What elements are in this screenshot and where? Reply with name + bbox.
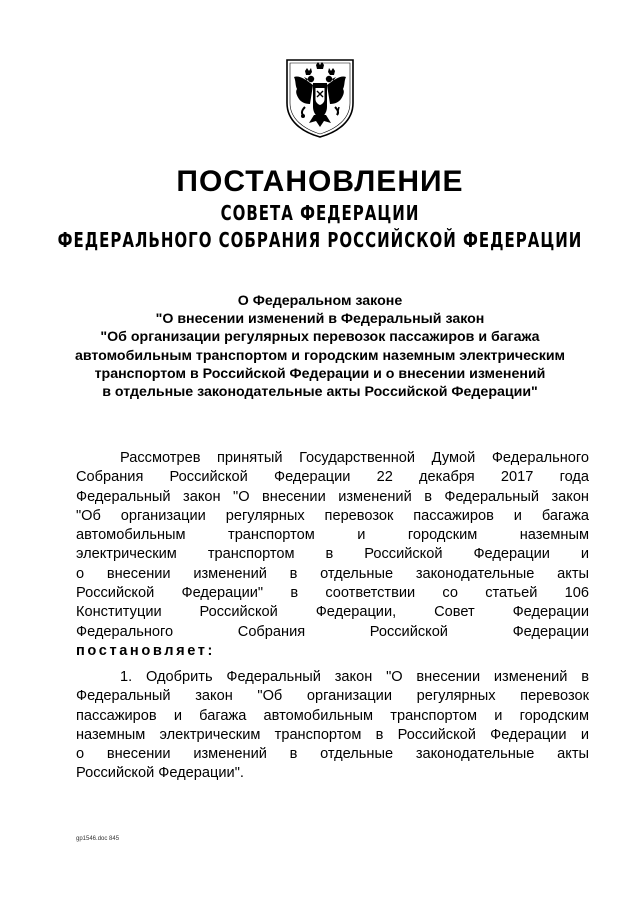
law-title-line: "О внесении изменений в Федеральный закон [155, 311, 485, 328]
paragraph-line: о внесении изменений в отдельные законодательные акты [76, 565, 589, 582]
paragraph-line: о внесении изменений в отдельные законодательные акты [76, 746, 589, 763]
paragraph-line: "Об организации регулярных перевозок пассажиров и багажа [76, 507, 589, 524]
paragraph-line: наземным электрическим транспортом в Российской Федерации и [76, 726, 589, 743]
paragraph-line: Конституции Российской Федерации, Совет Федерации [76, 604, 589, 621]
document-subtitle-line1: СОВЕТА ФЕДЕРАЦИИ [220, 200, 420, 226]
paragraph-line: Федерального Собрания Российской Федерации [76, 623, 589, 640]
paragraph-line: Российской Федерации" в соответствии со статьей 106 [76, 585, 589, 602]
paragraph-line: Собрания Российской Федерации 22 декабря 2017 года [76, 469, 589, 486]
law-title-line: О Федеральном законе [237, 293, 403, 309]
coat-of-arms-icon [283, 57, 357, 139]
law-title [60, 292, 580, 401]
paragraph-line: Федеральный закон "О внесении изменений в Федеральный закон [76, 488, 589, 505]
law-title-line: в отдельные законодательные акты Российской Федерации" [102, 384, 538, 401]
paragraph-line: Федеральный закон "Об организации регулярных перевозок [76, 688, 589, 705]
paragraph-line: автомобильным транспортом и городским наземным [76, 527, 589, 544]
paragraph-line: Российской Федерации". [76, 765, 244, 782]
law-title-line: "Об организации регулярных перевозок пассажиров и багажа [100, 329, 540, 346]
decree-word: постановляет: [76, 642, 215, 659]
paragraph-line: пассажиров и багажа автомобильным транспортом и городским [76, 707, 589, 724]
law-title-line: транспортом в Российской Федерации и о внесении изменений [94, 365, 546, 382]
paragraph-line: 1. Одобрить Федеральный закон "О внесении изменений в [120, 669, 589, 685]
document-title: ПОСТАНОВЛЕНИЕ [176, 165, 464, 198]
law-title-line: автомобильным транспортом и городским наземным электрическим [74, 347, 566, 364]
paragraph-line: Рассмотрев принятый Государственной Думой Федерального [120, 450, 589, 466]
paragraph-preamble [76, 449, 589, 661]
document-subtitle-line2: ФЕДЕРАЛЬНОГО СОБРАНИЯ РОССИЙСКОЙ ФЕДЕРАЦИИ [57, 227, 583, 253]
paragraph-item-1 [76, 668, 589, 784]
file-reference: gp1546.doc 845 [76, 836, 120, 842]
paragraph-line: электрическим транспортом в Российской Федерации и [76, 546, 589, 563]
